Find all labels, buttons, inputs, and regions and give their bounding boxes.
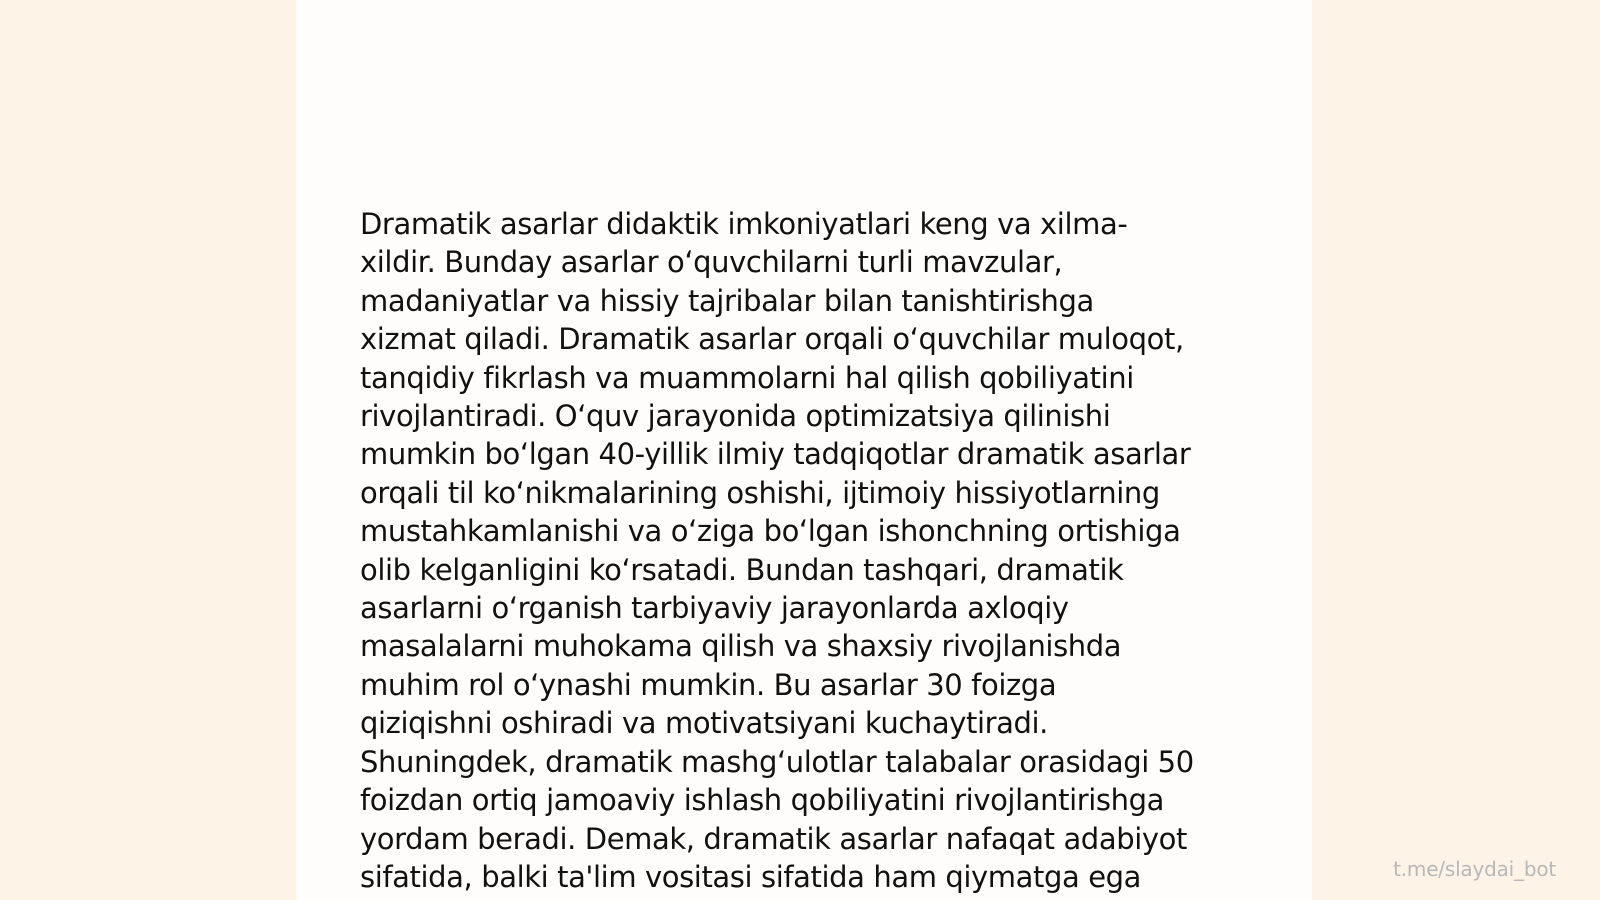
- body-line: orqali til ko‘nikmalarining oshishi, ijtimoiy hissiyotlarning: [360, 475, 1160, 510]
- body-line: masalalarni muhokama qilish va shaxsiy rivojlanishda: [360, 629, 1122, 664]
- body-line: sifatida, balki ta'lim vositasi sifatida ham qiymatga ega: [360, 859, 1142, 894]
- body-line: qiziqishni oshiradi va motivatsiyani kuchaytiradi.: [360, 706, 1048, 741]
- body-line: olib kelganligini ko‘rsatadi. Bundan tashqari, dramatik: [360, 552, 1124, 587]
- body-line: Shuningdek, dramatik mashg‘ulotlar talabalar orasidagi 50: [360, 744, 1194, 779]
- body-line: rivojlantiradi. O‘quv jarayonida optimizatsiya qilinishi: [360, 399, 1111, 434]
- slide-body-text: [360, 205, 1260, 896]
- body-line: mustahkamlanishi va o‘ziga bo‘lgan ishonchning ortishiga: [360, 514, 1181, 549]
- body-line: xizmat qiladi. Dramatik asarlar orqali o‘quvchilar muloqot,: [360, 322, 1184, 357]
- body-line: muhim rol o‘ynashi mumkin. Bu asarlar 30 foizga: [360, 667, 1057, 702]
- slide: [296, 0, 1312, 900]
- body-line: tanqidiy fikrlash va muammolarni hal qilish qobiliyatini: [360, 360, 1134, 395]
- body-line: yordam beradi. Demak, dramatik asarlar nafaqat adabiyot: [360, 821, 1187, 856]
- body-line: madaniyatlar va hissiy tajribalar bilan tanishtirishga: [360, 283, 1094, 318]
- body-line: mumkin bo‘lgan 40-yillik ilmiy tadqiqotlar dramatik asarlar: [360, 437, 1191, 472]
- body-line: asarlarni o‘rganish tarbiyaviy jarayonlarda axloqiy: [360, 591, 1069, 626]
- watermark-link[interactable]: t.me/slaydai_bot: [1393, 857, 1556, 881]
- body-line: xildir. Bunday asarlar o‘quvchilarni turli mavzular,: [360, 245, 1063, 280]
- body-line: foizdan ortiq jamoaviy ishlash qobiliyatini rivojlantirishga: [360, 783, 1164, 818]
- body-line: Dramatik asarlar didaktik imkoniyatlari keng va xilma-: [360, 207, 1128, 241]
